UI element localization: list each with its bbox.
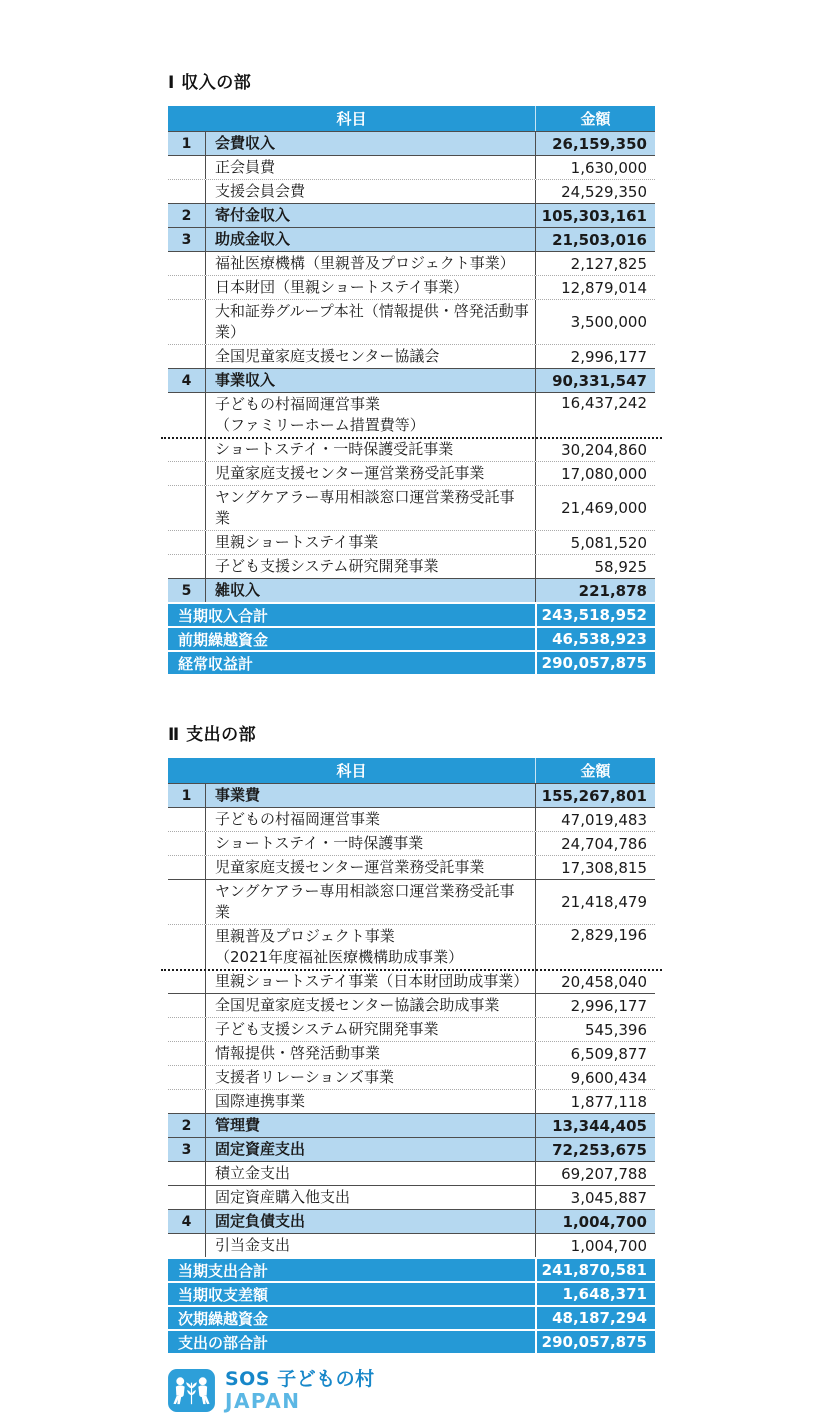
totals-body <box>168 602 655 674</box>
brand-country: JAPAN <box>225 1388 301 1413</box>
row-amount: 1,630,000 <box>535 156 655 179</box>
row-number <box>168 276 206 299</box>
row-label: 固定負債支出 <box>215 1212 306 1230</box>
expense-section <box>168 720 655 1353</box>
item-row <box>168 344 655 368</box>
row-label: 福祉医療機構（里親普及プロジェクト事業） <box>215 254 515 272</box>
row-amount: 1,877,118 <box>535 1090 655 1113</box>
row-label: 雑収入 <box>215 581 261 599</box>
row-number <box>168 555 206 578</box>
row-label: 正会員費 <box>215 158 276 176</box>
item-row <box>168 1089 655 1113</box>
row-amount: 2,996,177 <box>535 345 655 368</box>
total-label: 当期収入合計 <box>178 606 269 625</box>
row-number <box>168 393 206 438</box>
item-row <box>168 1017 655 1041</box>
row-label: 支援者リレーションズ事業 <box>215 1068 394 1086</box>
item-row <box>168 1041 655 1065</box>
row-label: 里親ショートステイ事業 <box>215 533 379 551</box>
row-label: 大和証券グループ本社（情報提供・啓発活動事業） <box>215 302 529 341</box>
item-row <box>168 392 655 438</box>
income-table <box>168 106 655 674</box>
row-number <box>168 486 206 530</box>
category-row <box>168 131 655 155</box>
row-number <box>168 1090 206 1113</box>
category-row <box>168 1209 655 1233</box>
category-row <box>168 1137 655 1161</box>
row-label: 日本財団（里親ショートステイ事業） <box>215 278 469 296</box>
total-row <box>168 1257 655 1281</box>
category-row <box>168 1113 655 1137</box>
total-label: 当期収支差額 <box>178 1285 269 1304</box>
row-number <box>168 156 206 179</box>
total-label: 当期支出合計 <box>178 1261 269 1280</box>
item-row <box>168 485 655 530</box>
row-number <box>168 300 206 344</box>
row-number <box>168 880 206 924</box>
row-amount: 13,344,405 <box>535 1114 655 1137</box>
amount-column-header: 金額 <box>535 758 655 783</box>
row-label: 固定資産購入他支出 <box>215 1188 351 1206</box>
row-amount: 17,308,815 <box>535 856 655 879</box>
item-row <box>168 879 655 924</box>
category-row <box>168 227 655 251</box>
expense-section-title: Ⅱ 支出の部 <box>168 725 257 745</box>
row-label: 固定資産支出 <box>215 1140 306 1158</box>
total-label: 前期繰越資金 <box>178 630 269 649</box>
row-amount: 9,600,434 <box>535 1066 655 1089</box>
row-amount: 2,829,196 <box>535 925 655 970</box>
row-number <box>168 1234 206 1257</box>
row-number <box>168 970 206 993</box>
item-row <box>168 554 655 578</box>
sos-childrens-village-logo-icon <box>168 1369 215 1412</box>
row-amount: 1,004,700 <box>535 1210 655 1233</box>
item-row <box>168 251 655 275</box>
subject-column-header: 科目 <box>336 762 367 780</box>
row-number <box>168 462 206 485</box>
row-number <box>168 1186 206 1209</box>
row-number <box>168 1162 206 1185</box>
item-row <box>168 831 655 855</box>
row-amount: 90,331,547 <box>535 369 655 392</box>
row-number: 2 <box>168 1114 206 1137</box>
row-number <box>168 252 206 275</box>
total-amount: 1,648,371 <box>535 1283 655 1305</box>
row-amount: 16,437,242 <box>535 393 655 438</box>
category-row <box>168 783 655 807</box>
row-amount: 3,045,887 <box>535 1186 655 1209</box>
item-row <box>168 1233 655 1257</box>
row-label: 寄付金収入 <box>215 206 291 224</box>
row-number: 1 <box>168 132 206 155</box>
item-row <box>168 179 655 203</box>
row-number <box>168 856 206 879</box>
row-label: 里親普及プロジェクト事業 （2021年度福祉医療機構助成事業） <box>215 927 464 966</box>
item-row <box>168 155 655 179</box>
row-number <box>168 1042 206 1065</box>
row-label: 積立金支出 <box>215 1164 291 1182</box>
row-amount: 26,159,350 <box>535 132 655 155</box>
row-label: 助成金収入 <box>215 230 291 248</box>
row-amount: 155,267,801 <box>535 784 655 807</box>
total-label: 支出の部合計 <box>178 1333 269 1352</box>
table-body <box>168 131 655 602</box>
row-label: 事業費 <box>215 786 261 804</box>
total-row <box>168 650 655 674</box>
row-amount: 12,879,014 <box>535 276 655 299</box>
total-amount: 48,187,294 <box>535 1307 655 1329</box>
item-row <box>168 530 655 554</box>
row-amount: 21,418,479 <box>535 880 655 924</box>
item-row <box>168 924 655 970</box>
total-amount: 243,518,952 <box>535 604 655 626</box>
total-label: 経常収益計 <box>178 654 254 673</box>
row-amount: 21,469,000 <box>535 486 655 530</box>
row-number <box>168 1018 206 1041</box>
item-row <box>168 275 655 299</box>
income-section-title: Ⅰ 収入の部 <box>168 73 252 93</box>
item-row <box>168 299 655 344</box>
totals-body <box>168 1257 655 1353</box>
footer-brand <box>168 1369 655 1412</box>
income-section <box>168 68 655 674</box>
row-number: 4 <box>168 369 206 392</box>
row-amount: 1,004,700 <box>535 1234 655 1257</box>
row-label: 国際連携事業 <box>215 1092 306 1110</box>
item-row <box>168 970 655 993</box>
row-amount: 17,080,000 <box>535 462 655 485</box>
row-amount: 24,704,786 <box>535 832 655 855</box>
row-label: 全国児童家庭支援センター協議会助成事業 <box>215 996 500 1014</box>
row-label: 管理費 <box>215 1116 261 1134</box>
subject-column-header: 科目 <box>336 110 367 128</box>
row-number: 4 <box>168 1210 206 1233</box>
category-row <box>168 578 655 602</box>
row-number <box>168 925 206 970</box>
row-amount: 72,253,675 <box>535 1138 655 1161</box>
item-row <box>168 1185 655 1209</box>
item-row <box>168 1161 655 1185</box>
item-row <box>168 855 655 879</box>
row-amount: 24,529,350 <box>535 180 655 203</box>
item-row <box>168 438 655 461</box>
row-amount: 221,878 <box>535 579 655 602</box>
row-amount: 105,303,161 <box>535 204 655 227</box>
expense-table <box>168 758 655 1353</box>
row-label: 引当金支出 <box>215 1236 291 1254</box>
total-row <box>168 1329 655 1353</box>
row-label: ショートステイ・一時保護事業 <box>215 834 424 852</box>
row-label: 会費収入 <box>215 134 276 152</box>
row-number <box>168 180 206 203</box>
total-row <box>168 626 655 650</box>
row-amount: 6,509,877 <box>535 1042 655 1065</box>
row-label: 子どもの村福岡運営事業 （ファミリーホーム措置費等） <box>215 395 425 434</box>
amount-column-header: 金額 <box>535 106 655 131</box>
expense-table-header <box>168 758 655 783</box>
row-label: 子ども支援システム研究開発事業 <box>215 1020 439 1038</box>
row-number: 3 <box>168 228 206 251</box>
category-row <box>168 203 655 227</box>
row-label: ショートステイ・一時保護受託事業 <box>215 440 454 458</box>
row-amount: 20,458,040 <box>535 970 655 993</box>
row-number <box>168 438 206 461</box>
row-label: 支援会員会費 <box>215 182 306 200</box>
row-number: 1 <box>168 784 206 807</box>
total-row <box>168 1305 655 1329</box>
row-amount: 2,127,825 <box>535 252 655 275</box>
item-row <box>168 1065 655 1089</box>
row-number <box>168 1066 206 1089</box>
brand-name: SOS 子どもの村 <box>225 1368 375 1391</box>
total-row <box>168 1281 655 1305</box>
row-label: 里親ショートステイ事業（日本財団助成事業） <box>215 972 529 990</box>
row-label: 児童家庭支援センター運営業務受託事業 <box>215 464 485 482</box>
row-number <box>168 994 206 1017</box>
row-label: 全国児童家庭支援センター協議会 <box>215 347 440 365</box>
category-row <box>168 368 655 392</box>
row-number: 5 <box>168 579 206 602</box>
total-amount: 241,870,581 <box>535 1259 655 1281</box>
row-number <box>168 808 206 831</box>
row-number <box>168 345 206 368</box>
row-number <box>168 832 206 855</box>
total-row <box>168 602 655 626</box>
total-amount: 290,057,875 <box>535 1331 655 1353</box>
row-amount: 47,019,483 <box>535 808 655 831</box>
row-number <box>168 531 206 554</box>
row-number: 2 <box>168 204 206 227</box>
row-amount: 30,204,860 <box>535 438 655 461</box>
item-row <box>168 807 655 831</box>
row-label: ヤングケアラー専用相談窓口運営業務受託事業 <box>215 882 515 921</box>
total-amount: 46,538,923 <box>535 628 655 650</box>
row-number: 3 <box>168 1138 206 1161</box>
report-page <box>168 68 655 1412</box>
brand-text <box>225 1369 375 1412</box>
item-row <box>168 993 655 1017</box>
item-row <box>168 461 655 485</box>
total-label: 次期繰越資金 <box>178 1309 269 1328</box>
row-label: 情報提供・啓発活動事業 <box>215 1044 381 1062</box>
row-label: 子どもの村福岡運営事業 <box>215 810 381 828</box>
row-amount: 5,081,520 <box>535 531 655 554</box>
row-label: ヤングケアラー専用相談窓口運営業務受託事業 <box>215 488 515 527</box>
row-label: 児童家庭支援センター運営業務受託事業 <box>215 858 485 876</box>
row-amount: 2,996,177 <box>535 994 655 1017</box>
row-amount: 58,925 <box>535 555 655 578</box>
total-amount: 290,057,875 <box>535 652 655 674</box>
row-label: 子ども支援システム研究開発事業 <box>215 557 439 575</box>
row-amount: 69,207,788 <box>535 1162 655 1185</box>
income-table-header <box>168 106 655 131</box>
row-amount: 21,503,016 <box>535 228 655 251</box>
row-label: 事業収入 <box>215 371 276 389</box>
row-amount: 3,500,000 <box>535 300 655 344</box>
table-body <box>168 783 655 1257</box>
row-amount: 545,396 <box>535 1018 655 1041</box>
